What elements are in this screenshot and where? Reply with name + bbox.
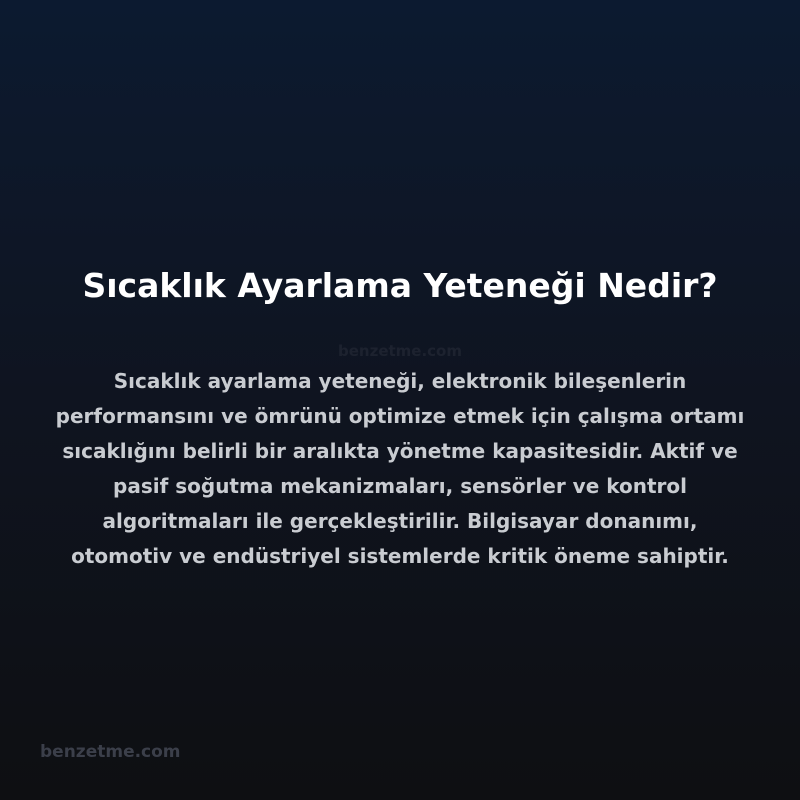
card-description: Sıcaklık ayarlama yeteneği, elektronik bileşenlerin performansını ve ömrünü optimize etmek için çalışma ortamı sıcaklığını belirli bir aralıkta yönetme kapasitesidir. Aktif ve pasif soğutma mekanizmaları, sensörler ve kontrol algoritmaları ile gerçekleştirilir. Bilgisayar donanımı, otomotiv ve endüstriyel sistemlerde kritik öneme sahiptir. — [55, 369, 745, 568]
site-watermark: benzetme.com — [40, 742, 181, 762]
card-title: Sıcaklık Ayarlama Yeteneği Nedir? — [82, 266, 718, 305]
center-watermark: benzetme.com — [338, 342, 462, 360]
